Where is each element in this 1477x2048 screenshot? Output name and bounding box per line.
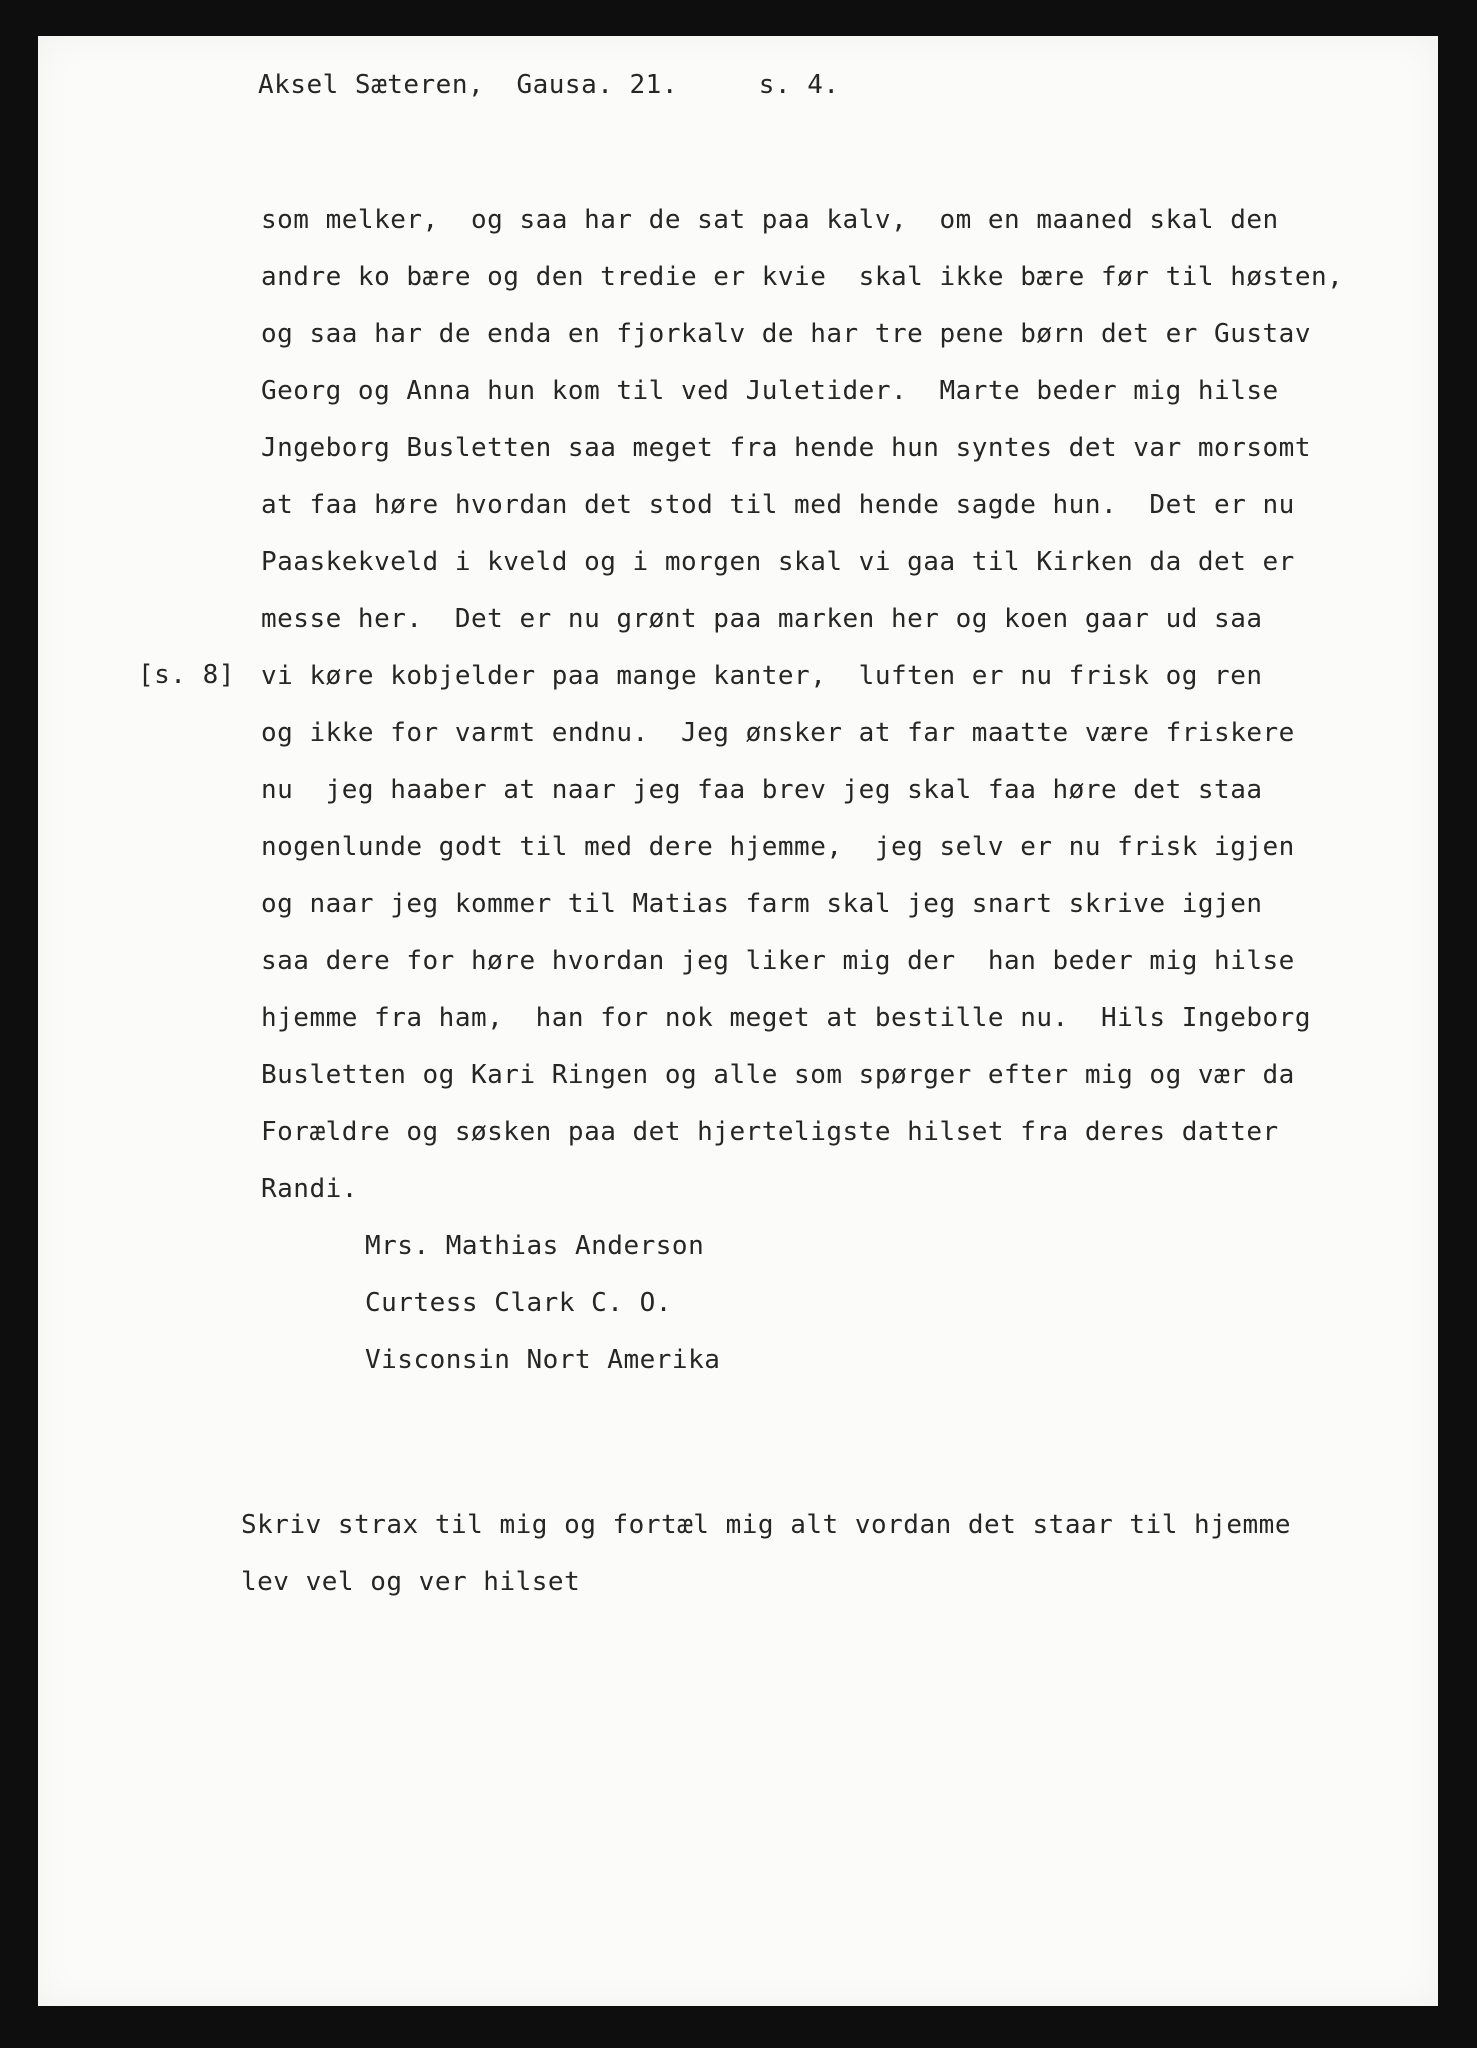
page-header: Aksel Sæteren, Gausa. 21. s. 4. <box>258 70 840 100</box>
body-line: hjemme fra ham, han for nok meget at bestille nu. Hils Ingeborg <box>261 1003 1311 1033</box>
body-line: og ikke for varmt endnu. Jeg ønsker at far maatte være friskere <box>261 718 1295 748</box>
typewritten-page <box>38 36 1438 2006</box>
body-line: Georg og Anna hun kom til ved Juletider. Marte beder mig hilse <box>261 376 1279 406</box>
body-line: og naar jeg kommer til Matias farm skal jeg snart skrive igjen <box>261 889 1263 919</box>
body-line: Paaskekveld i kveld og i morgen skal vi gaa til Kirken da det er <box>261 547 1295 577</box>
body-line: vi køre kobjelder paa mange kanter, luften er nu frisk og ren <box>261 661 1263 691</box>
body-line: Busletten og Kari Ringen og alle som spørger efter mig og vær da <box>261 1060 1295 1090</box>
body-line: og saa har de enda en fjorkalv de har tre pene børn det er Gustav <box>261 319 1311 349</box>
body-line: at faa høre hvordan det stod til med hende sagde hun. Det er nu <box>261 490 1295 520</box>
body-line: Forældre og søsken paa det hjerteligste hilset fra deres datter <box>261 1117 1279 1147</box>
address-line: Visconsin Nort Amerika <box>365 1345 721 1375</box>
signature-line: Randi. <box>261 1174 358 1204</box>
body-line: andre ko bære og den tredie er kvie skal ikke bære før til høsten, <box>261 262 1344 292</box>
address-line: Curtess Clark C. O. <box>365 1288 672 1318</box>
body-line: som melker, og saa har de sat paa kalv, om en maaned skal den <box>261 205 1279 235</box>
body-line: Jngeborg Busletten saa meget fra hende hun syntes det var morsomt <box>261 433 1311 463</box>
body-line: nogenlunde godt til med dere hjemme, jeg selv er nu frisk igjen <box>261 832 1295 862</box>
body-line: messe her. Det er nu grønt paa marken her og koen gaar ud saa <box>261 604 1263 634</box>
body-line: saa dere for høre hvordan jeg liker mig der han beder mig hilse <box>261 946 1295 976</box>
postscript-line: lev vel og ver hilset <box>241 1567 581 1597</box>
body-line: nu jeg haaber at naar jeg faa brev jeg skal faa høre det staa <box>261 775 1263 805</box>
postscript-line: Skriv strax til mig og fortæl mig alt vordan det staar til hjemme <box>241 1510 1291 1540</box>
address-line: Mrs. Mathias Anderson <box>365 1231 705 1261</box>
margin-page-note: [s. 8] <box>138 660 235 690</box>
